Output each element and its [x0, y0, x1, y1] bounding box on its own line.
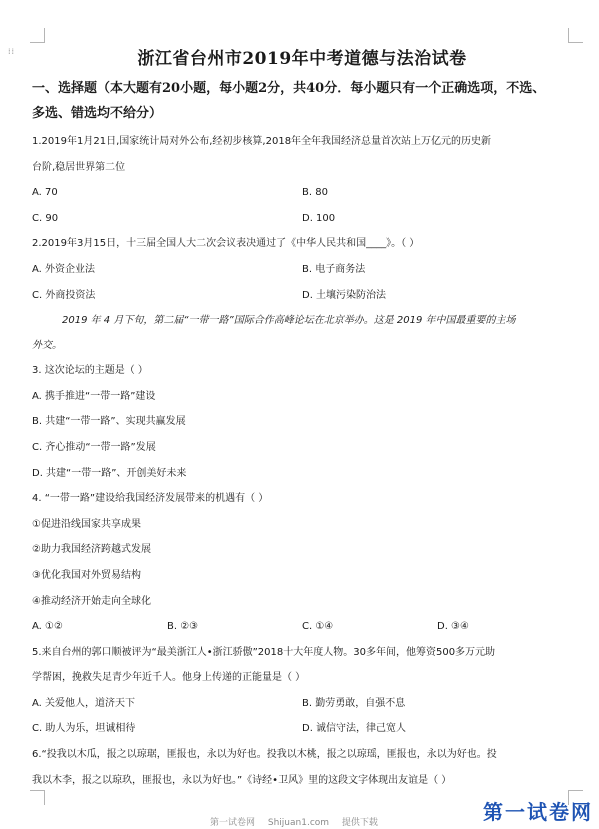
drag-handle-icon[interactable]: ⁞⁞: [8, 47, 16, 56]
option-d[interactable]: D. ③④: [437, 621, 469, 633]
passage-line: 外交。: [32, 340, 62, 352]
option-b[interactable]: B. ②③: [167, 621, 199, 633]
statement-item: ④推动经济开始走向全球化: [32, 595, 151, 607]
footer-right: 提供下载: [341, 818, 378, 828]
section-heading: [32, 76, 572, 126]
section-heading-line: 一、选择题（本大题有20小题，每小题2分，共40分．每小题只有一个正确选项，不选、: [32, 81, 546, 96]
option-d[interactable]: D. 土壤污染防治法: [302, 289, 387, 301]
footer-site-link[interactable]: Shijuan1.com: [267, 818, 330, 828]
question-3: [32, 358, 572, 486]
option-a[interactable]: A. ①②: [32, 621, 63, 633]
passage-line: 2019 年 4 月下旬，第二届“一带一路”国际合作高峰论坛在北京举办。这是 2019 年中国最重要的主场: [62, 315, 516, 327]
option-c[interactable]: C. ①④: [302, 621, 334, 633]
option-b[interactable]: B. 电子商务法: [302, 263, 366, 275]
option-b[interactable]: B. 勤劳勇敢，自强不息: [302, 697, 406, 709]
question-stem: 4. “一带一路”建设给我国经济发展带来的机遇有（ ）: [32, 493, 269, 505]
option-c[interactable]: C. 90: [32, 212, 59, 224]
option-a[interactable]: A. 关爱他人，道济天下: [32, 697, 136, 709]
statement-item: ③优化我国对外贸易结构: [32, 569, 141, 581]
statement-item: ②助力我国经济跨越式发展: [32, 544, 151, 556]
option-row: [32, 691, 572, 717]
question-4: [32, 486, 572, 640]
option-b[interactable]: B. 共建“一带一路”、实现共赢发展: [32, 416, 186, 428]
question-2: [32, 231, 572, 308]
question-5: [32, 640, 572, 742]
margin-corner-mark: [568, 28, 583, 43]
question-stem: 1.2019年1月21日,国家统计局对外公布,经初步核算,2018年全年我国经济总量首次站上万亿元的历史新: [32, 136, 492, 147]
section-heading-line: 多选、错选均不给分）: [32, 106, 163, 121]
option-a[interactable]: A. 70: [32, 187, 58, 199]
option-row: [32, 283, 572, 309]
question-stem: 我以木李，报之以琼玖，匪报也，永以为好也。”《诗经•卫风》里的这段文字体现出友谊是（ ）: [32, 774, 452, 786]
footer-left: 第一试卷网: [210, 818, 256, 828]
question-stem: 2.2019年3月15日，十三届全国人大二次会议表决通过了《中华人民共和国____》。（ ）: [32, 238, 420, 250]
option-c[interactable]: C. 助人为乐，坦诚相待: [32, 723, 136, 735]
reading-passage: [32, 308, 572, 358]
option-row: [32, 257, 572, 283]
option-d[interactable]: D. 诚信守法，律己宽人: [302, 723, 407, 735]
brand-watermark: 第一试卷网: [483, 800, 593, 824]
option-b[interactable]: B. 80: [302, 187, 328, 199]
question-stem: 学帮困，挽救失足青少年近千人。他身上传递的正能量是（ ）: [32, 672, 306, 684]
question-1: [32, 129, 572, 231]
statement-item: ①促进沿线国家共享成果: [32, 518, 141, 530]
option-c[interactable]: C. 齐心推动“一带一路”发展: [32, 441, 156, 453]
page-footer: [210, 815, 378, 828]
option-d[interactable]: D. 共建“一带一路”、开创美好未来: [32, 467, 187, 479]
option-row: [32, 180, 572, 206]
option-row: [32, 716, 572, 742]
option-a[interactable]: A. 携手推进“一带一路”建设: [32, 390, 156, 402]
question-stem: 6.“投我以木瓜，报之以琼琚，匪报也，永以为好也。投我以木桃，报之以琼瑶，匪报也，永以为好也。投: [32, 749, 497, 761]
question-6: [32, 742, 572, 793]
question-stem: 3. 这次论坛的主题是（ ）: [32, 365, 148, 377]
option-d[interactable]: D. 100: [302, 212, 336, 224]
option-row: [32, 206, 572, 232]
exam-content: [32, 44, 572, 793]
option-a[interactable]: A. 外资企业法: [32, 263, 96, 275]
question-stem: 5.来自台州的郭口顺被评为“最美浙江人•浙江骄傲”2018十大年度人物。30多年间，他筹资500多万元助: [32, 646, 496, 658]
option-c[interactable]: C. 外商投资法: [32, 289, 96, 301]
question-stem: 台阶,稳居世界第二位: [32, 161, 126, 173]
option-row: [32, 614, 572, 640]
page-title: 浙江省台州市2019年中考道德与法治试卷: [137, 49, 467, 69]
margin-corner-mark: [30, 28, 45, 43]
